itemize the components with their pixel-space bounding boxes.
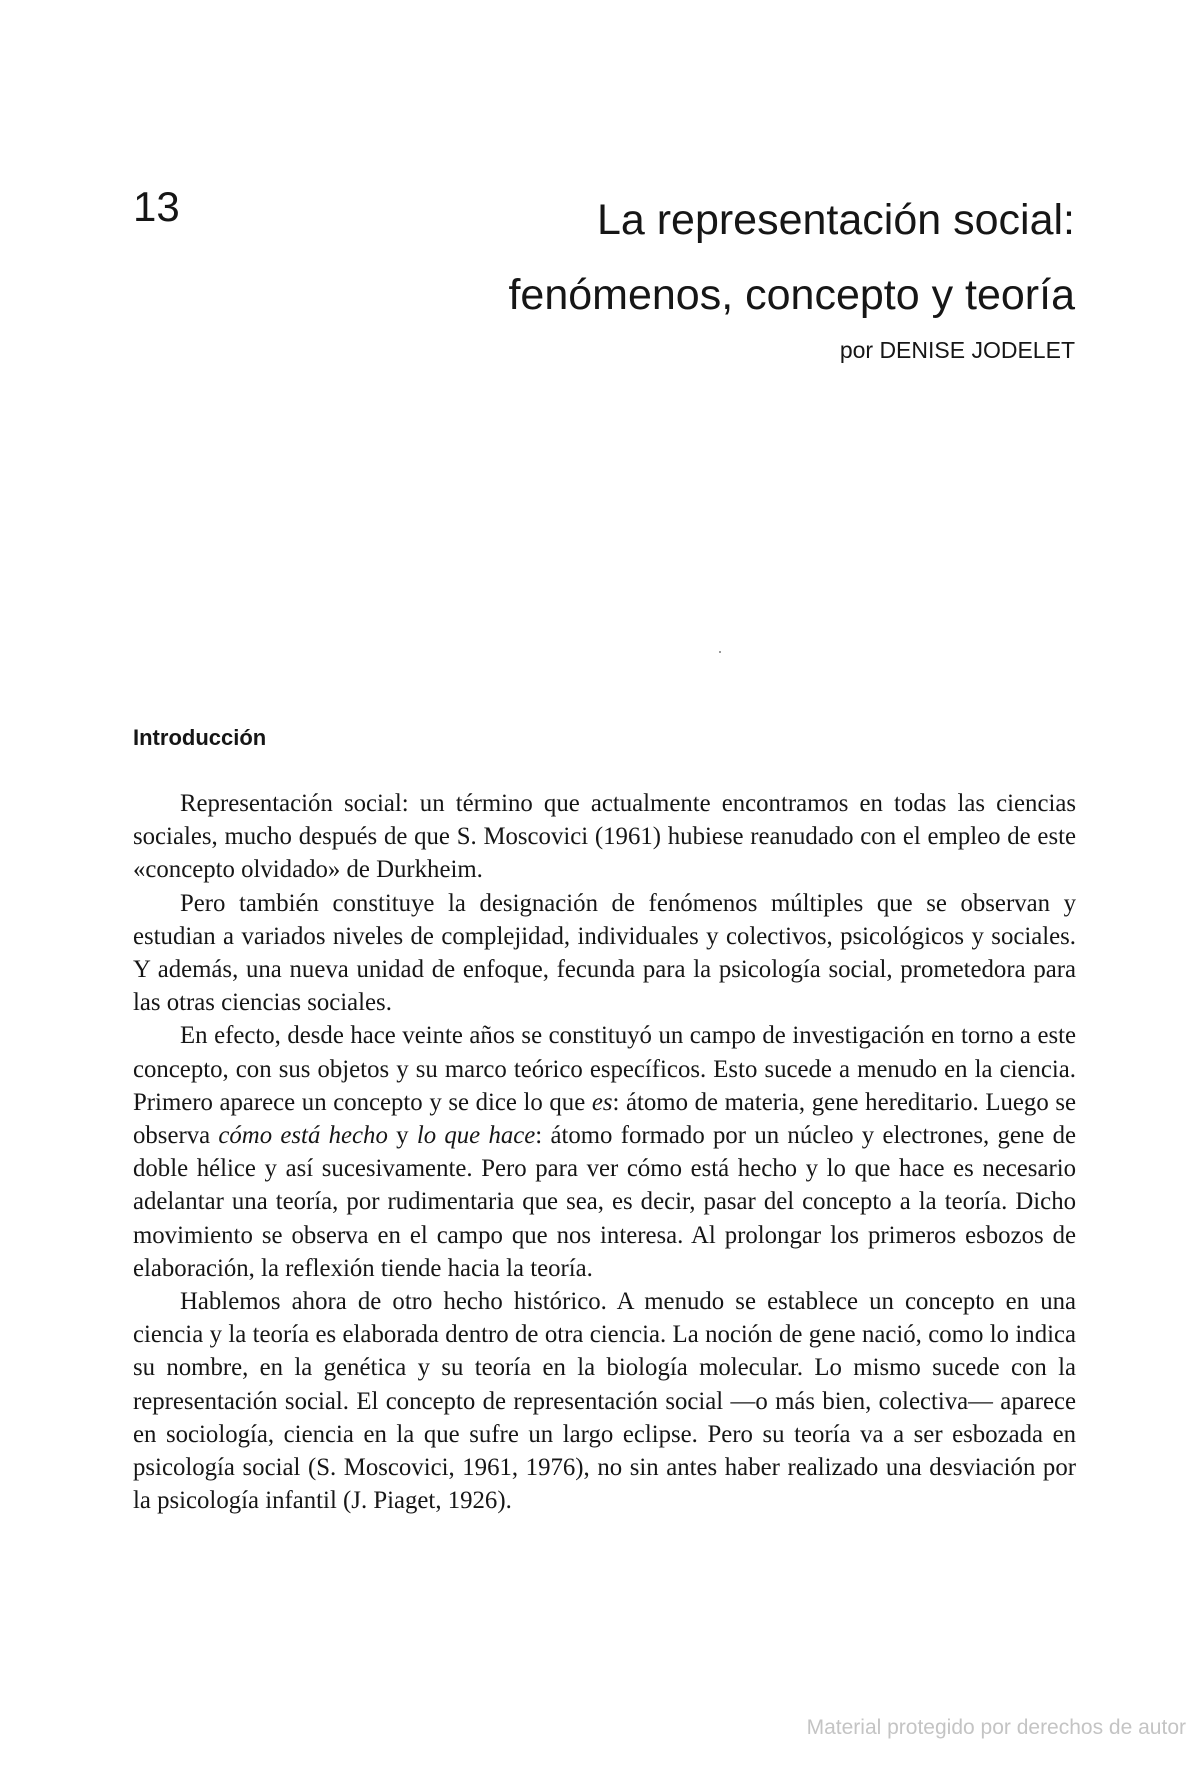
italic-como-esta-hecho: cómo está hecho [218,1122,388,1150]
paragraph-3 [133,1019,1076,1285]
scan-speck [719,651,721,653]
chapter-title-line-1: La representación social: [596,196,1075,244]
paragraph-1: Representación social: un término que actualmente encontramos en todas las ciencias sociales, mucho después de que S. Moscovici (1961) hubiese reanudado con el empleo de este «concepto olvidado» de Durkheim. [133,790,1076,884]
italic-es: es [591,1088,613,1116]
paragraph-3-text-c: y [387,1122,417,1150]
italic-lo-que-hace: lo que hace [416,1122,536,1150]
paragraph-3-text-d: : átomo formado por un núcleo y electrones, gene de doble hélice y así sucesivamente. Pero para ver cómo está hecho y lo que hace es necesario adelantar una teoría, por rudimentaria que sea, es decir, pasar del concepto a la teoría. Dicho movimiento se observa en el campo que nos interesa. Al prolongar los primeros esbozos de elaboración, la reflexión tiende hacia la teoría. [133,1122,1076,1282]
copyright-watermark: Material protegido por derechos de autor [806,1716,1186,1739]
chapter-title [508,183,1075,333]
paragraph-2: Pero también constituye la designación de fenómenos múltiples que se observan y estudian a variados niveles de complejidad, individuales y colectivos, psicológicos y sociales. Y además, una nueva unidad de enfoque, fecunda para la psicología social, prometedora para las otras ciencias sociales. [133,889,1076,1017]
chapter-title-line-2: fenómenos, concepto y teoría [508,271,1075,319]
author-byline: por DENISE JODELET [839,337,1075,363]
paragraph-3-text-a: En efecto, desde hace veinte años se constituyó un campo de investigación en torno a este concepto, con sus objetos y su marco teórico específicos. Esto sucede a menudo en la ciencia. Primero aparece un concepto y se dice lo que [133,1022,1076,1116]
paragraph-4: Hablemos ahora de otro hecho histórico. A menudo se establece un concepto en una ciencia y la teoría es elaborada dentro de otra ciencia. La noción de gene nació, como lo indica su nombre, en la genética y su teoría en la biología molecular. Lo mismo sucede con la representación social. El concepto de representación social —o más bien, colectiva— aparece en sociología, ciencia en la que sufre un largo eclipse. Pero su teoría va a ser esbozada en psicología social (S. Moscovici, 1961, 1976), no sin antes haber realizado una desviación por la psicología infantil (J. Piaget, 1926). [133,1288,1076,1515]
body-text [133,787,1076,1517]
paragraph-3-text-b: : átomo de materia, gene hereditario. Luego se observa [133,1088,1076,1150]
section-heading: Introducción [133,725,267,750]
chapter-number: 13 [133,183,180,230]
